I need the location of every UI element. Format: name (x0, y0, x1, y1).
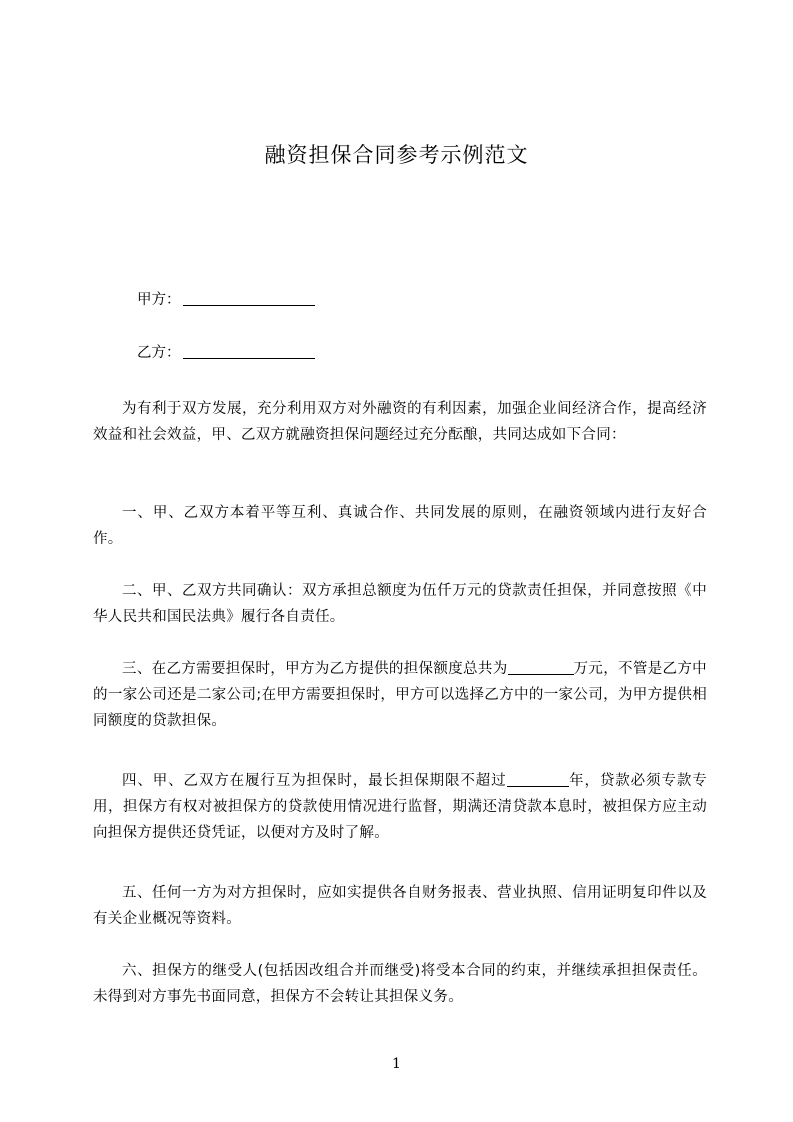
clause-6: 六、担保方的继受人(包括因改组合并而继受)将受本合同的约束，并继续承担担保责任。未得到对方事先书面同意，担保方不会转让其担保义务。 (93, 963, 707, 1005)
clause-5: 五、任何一方为对方担保时，应如实提供各自财务报表、营业执照、信用证明复印件以及有关企业概况等资料。 (93, 885, 707, 927)
party-a-label: 甲方： (137, 292, 181, 308)
clause-4-text-start: 四、甲、乙双方在履行互为担保时，最长担保期限不超过 (122, 773, 507, 789)
clause-4-text-end: 年，贷款必须专款专用，担保方有权对被担保方的贷款使用情况进行监督，期满还清贷款本息时，被担保方应主动向担保方提供还贷凭证，以便对方及时了解。 (93, 773, 708, 841)
document-title: 融资担保合同参考示例范文 (264, 143, 529, 167)
clause-3-text-start: 三、在乙方需要担保时，甲方为乙方提供的担保额度总共为 (122, 661, 508, 677)
clause-1: 一、甲、乙双方本着平等互利、真诚合作、共同发展的原则，在融资领域内进行友好合作。 (93, 505, 707, 547)
term-years-blank (507, 772, 569, 787)
party-a-line (137, 290, 315, 310)
clause-3 (93, 656, 707, 734)
party-b-blank (183, 344, 315, 359)
amount-blank (508, 660, 574, 675)
party-b-line (137, 343, 315, 363)
clause-4 (93, 768, 707, 846)
clause-3-text-end: 万元，不管是乙方中的一家公司还是二家公司;在甲方需要担保时，甲方可以选择乙方中的一家公司，为甲方提供相同额度的贷款担保。 (93, 661, 707, 729)
intro-paragraph: 为有利于双方发展，充分利用双方对外融资的有利因素，加强企业间经济合作，提高经济效益和社会效益，甲、乙双方就融资担保问题经过充分酝酿，共同达成如下合同： (93, 401, 707, 443)
page-number: 1 (392, 1056, 401, 1072)
party-a-blank (183, 291, 315, 306)
clause-2: 二、甲、乙双方共同确认：双方承担总额度为伍仟万元的贷款责任担保，并同意按照《中华人民共和国民法典》履行各自责任。 (93, 583, 707, 625)
party-b-label: 乙方： (137, 345, 181, 361)
